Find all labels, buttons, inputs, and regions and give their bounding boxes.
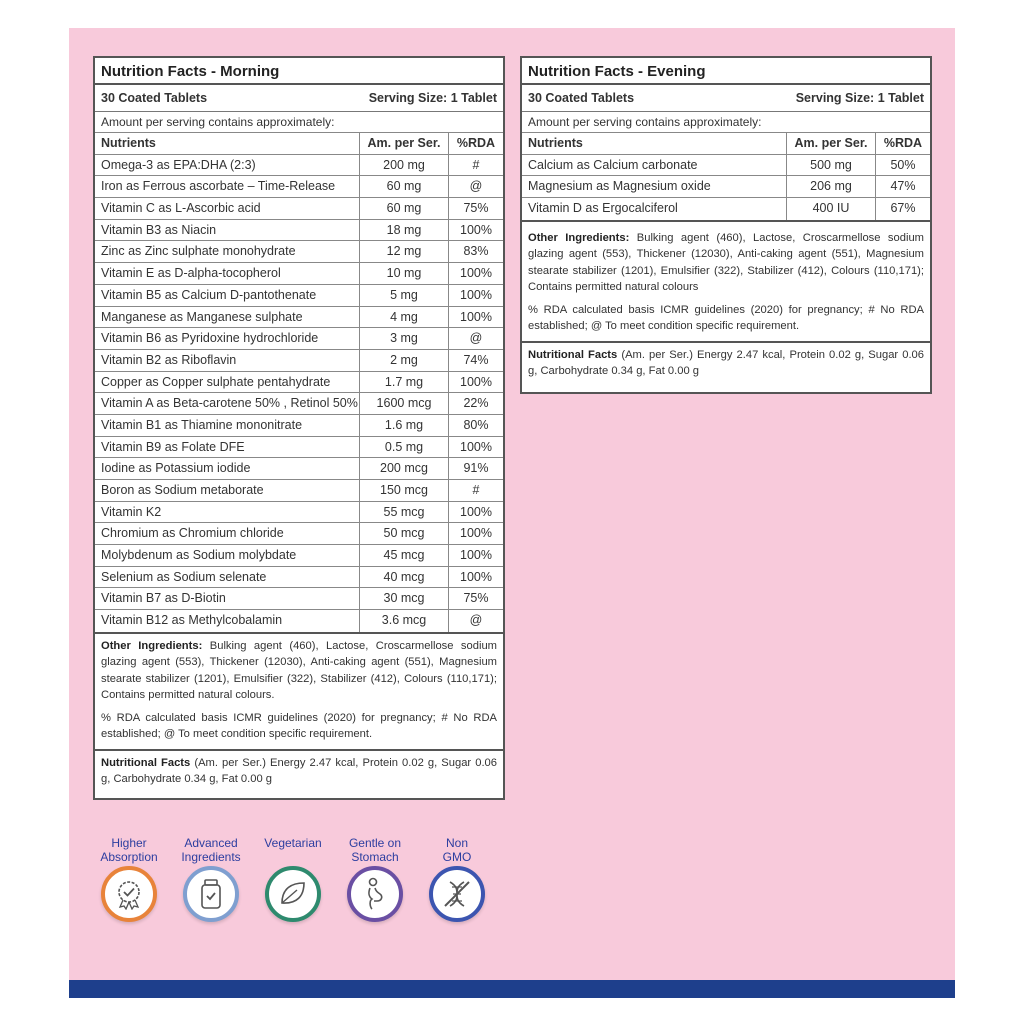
nutrition-card-morning [93, 56, 505, 800]
badge-advanced-ingredients [173, 836, 249, 922]
amount-per-serving: 10 mg [360, 263, 449, 284]
table-row [95, 285, 503, 307]
table-row [95, 588, 503, 610]
table-row [95, 523, 503, 545]
badge-label [419, 836, 495, 866]
rda-percent: # [472, 157, 480, 172]
nutritional-facts-text: (Am. per Ser.) Energy 2.47 kcal, Protein 0.02 g, Sugar 0.06 g, Carbohydrate 0.34 g, Fat 0.00 g [528, 348, 925, 378]
rda-percent: 91% [463, 461, 489, 476]
table-row [95, 198, 503, 220]
nutrient-name: Vitamin B6 as Pyridoxine hydrochloride [95, 328, 360, 349]
rda-percent: 100% [460, 569, 492, 584]
amount-per-serving: 18 mg [360, 220, 449, 241]
amount-per-serving: 3.6 mcg [360, 610, 449, 632]
nutrient-name: Boron as Sodium metaborate [95, 480, 360, 501]
nutrient-table [522, 133, 930, 222]
nutrient-name: Vitamin B12 as Methylcobalamin [95, 610, 360, 632]
table-row [95, 567, 503, 589]
badge-gentle-on-stomach [337, 836, 413, 922]
rda-percent: @ [469, 179, 483, 194]
amount-per-serving: 30 mcg [360, 588, 449, 609]
rda-percent: 47% [890, 179, 916, 194]
rda-percent: 50% [890, 157, 916, 172]
table-row [95, 328, 503, 350]
rda-percent: 74% [463, 352, 489, 367]
column-header: Nutrients [522, 133, 787, 154]
card-title: Nutrition Facts - Morning [95, 58, 503, 85]
badge-higher-absorption [91, 836, 167, 922]
amount-per-serving: 2 mg [360, 350, 449, 371]
table-row [95, 241, 503, 263]
rda-percent: 100% [460, 266, 492, 281]
column-header: Am. per Ser. [360, 133, 449, 154]
table-row [95, 263, 503, 285]
amount-per-serving: 0.5 mg [360, 437, 449, 458]
table-row [95, 458, 503, 480]
amount-per-serving: 55 mcg [360, 502, 449, 523]
table-row [95, 480, 503, 502]
table-row [95, 372, 503, 394]
table-row [95, 545, 503, 567]
amount-per-serving: 60 mg [360, 176, 449, 197]
amount-per-serving: 400 IU [787, 198, 876, 220]
serving-size: Serving Size: 1 Tablet [368, 91, 497, 105]
rda-percent: 67% [890, 201, 916, 216]
table-row [95, 393, 503, 415]
table-row [95, 307, 503, 329]
medal-badge-icon [101, 866, 157, 922]
rda-percent: 100% [460, 309, 492, 324]
nutrient-name: Vitamin A as Beta-carotene 50% , Retinol 50% [95, 393, 360, 414]
badge-label-line: GMO [442, 850, 472, 864]
nutrient-name: Vitamin E as D-alpha-tocopherol [95, 263, 360, 284]
amount-per-serving: 5 mg [360, 285, 449, 306]
amount-per-serving: 45 mcg [360, 545, 449, 566]
amount-per-serving: 1.7 mg [360, 372, 449, 393]
badge-label-line: Advanced [184, 836, 238, 850]
table-row [95, 350, 503, 372]
nutrient-name: Vitamin B7 as D-Biotin [95, 588, 360, 609]
no-dna-icon [429, 866, 485, 922]
nutrient-name: Vitamin B1 as Thiamine mononitrate [95, 415, 360, 436]
amount-per-serving: 200 mg [360, 155, 449, 176]
amount-note: Amount per serving contains approximately: [95, 112, 503, 133]
other-ingredients-text: Bulking agent (460), Lactose, Croscarmellose sodium glazing agent (553), Thickener (12030), Anti-caking agent (551), Magnesium stearate stabilizer (1201), Emulsifier (322), Stabilizer (412), Colours (110,171); Contains permitted natural colours [528, 231, 924, 294]
table-header-row [522, 133, 930, 155]
amount-per-serving: 50 mcg [360, 523, 449, 544]
nutritional-facts [522, 343, 930, 380]
amount-per-serving: 12 mg [360, 241, 449, 262]
nutrient-name: Iodine as Potassium iodide [95, 458, 360, 479]
nutrient-name: Omega-3 as EPA:DHA (2:3) [95, 155, 360, 176]
badge-label-line: Gentle on [348, 836, 402, 850]
nutritional-facts-label: Nutritional Facts [528, 348, 618, 361]
amount-per-serving: 1.6 mg [360, 415, 449, 436]
nutrient-name: Vitamin B2 as Riboflavin [95, 350, 360, 371]
tablet-count: 30 Coated Tablets [528, 91, 635, 105]
table-row [95, 437, 503, 459]
serving-size: Serving Size: 1 Tablet [795, 91, 924, 105]
badge-non-gmo [419, 836, 495, 922]
other-ingredients-text: Bulking agent (460), Lactose, Croscarmellose sodium glazing agent (553), Thickener (12030), Anti-caking agent (551), Magnesium stearate stabilizer (1201), Emulsifier (322), Stabilizer (412), Colours (110,171); Contains permitted natural colours. [101, 639, 497, 702]
badge-label-line: Absorption [100, 850, 158, 864]
rda-percent: 22% [463, 396, 489, 411]
nutrient-name: Vitamin C as L-Ascorbic acid [95, 198, 360, 219]
badge-label [255, 836, 331, 866]
table-row [95, 502, 503, 524]
table-row [95, 415, 503, 437]
other-ingredients-label: Other Ingredients: [528, 231, 630, 244]
table-row [95, 610, 503, 632]
table-row [95, 155, 503, 177]
amount-per-serving: 60 mg [360, 198, 449, 219]
nutritional-facts-text: (Am. per Ser.) Energy 2.47 kcal, Protein 0.02 g, Sugar 0.06 g, Carbohydrate 0.34 g, Fat 0.00 g [101, 756, 498, 786]
badge-label-line: Higher [111, 836, 147, 850]
nutrient-name: Calcium as Calcium carbonate [522, 155, 787, 176]
card-title: Nutrition Facts - Evening [522, 58, 930, 85]
supplement-jar-icon [183, 866, 239, 922]
badge-label-line: Ingredients [181, 850, 241, 864]
nutrient-name: Vitamin D as Ergocalciferol [522, 198, 787, 220]
badge-label-line: Vegetarian [264, 836, 322, 850]
badge-label [173, 836, 249, 866]
nutrient-name: Magnesium as Magnesium oxide [522, 176, 787, 197]
serving-header [522, 85, 930, 112]
other-ingredients [95, 634, 503, 704]
rda-percent: 80% [463, 417, 489, 432]
rda-note: % RDA calculated basis ICMR guidelines (2020) for pregnancy; # No RDA established; @ To meet condition specific requirement. [101, 711, 497, 741]
nutritional-facts [95, 751, 503, 788]
amount-per-serving: 1600 mcg [360, 393, 449, 414]
rda-percent: 100% [460, 526, 492, 541]
other-ingredients-label: Other Ingredients: [101, 639, 203, 652]
rda-percent: 100% [460, 222, 492, 237]
rda-percent: 100% [460, 439, 492, 454]
table-row [522, 198, 930, 220]
rda-percent: 75% [463, 591, 489, 606]
rda-percent: 100% [460, 548, 492, 563]
nutrient-name: Vitamin B3 as Niacin [95, 220, 360, 241]
nutrient-name: Zinc as Zinc sulphate monohydrate [95, 241, 360, 262]
table-row [95, 220, 503, 242]
nutrient-name: Selenium as Sodium selenate [95, 567, 360, 588]
rda-percent: 75% [463, 201, 489, 216]
table-row [522, 155, 930, 177]
amount-per-serving: 3 mg [360, 328, 449, 349]
badge-label [91, 836, 167, 866]
badge-vegetarian [255, 836, 331, 922]
nutrient-name: Molybdenum as Sodium molybdate [95, 545, 360, 566]
rda-percent: # [472, 483, 480, 497]
rda-percent: 100% [460, 374, 492, 389]
table-row [522, 176, 930, 198]
feature-badges [93, 836, 513, 946]
pregnant-woman-icon [347, 866, 403, 922]
badge-label [337, 836, 413, 866]
nutrient-name: Vitamin B5 as Calcium D-pantothenate [95, 285, 360, 306]
rda-percent: 83% [463, 244, 489, 259]
nutritional-facts-label: Nutritional Facts [101, 756, 191, 769]
tablet-count: 30 Coated Tablets [101, 91, 208, 105]
amount-per-serving: 500 mg [787, 155, 876, 176]
rda-note: % RDA calculated basis ICMR guidelines (2020) for pregnancy; # No RDA established; @ To meet condition specific requirement. [528, 303, 924, 333]
table-row [95, 176, 503, 198]
column-header: %RDA [883, 136, 923, 150]
amount-per-serving: 40 mcg [360, 567, 449, 588]
rda-percent: 100% [460, 287, 492, 302]
column-header: %RDA [456, 136, 496, 150]
nutrient-name: Vitamin K2 [95, 502, 360, 523]
amount-per-serving: 150 mcg [360, 480, 449, 501]
amount-per-serving: 200 mcg [360, 458, 449, 479]
nutrient-name: Chromium as Chromium chloride [95, 523, 360, 544]
nutrient-name: Manganese as Manganese sulphate [95, 307, 360, 328]
serving-header [95, 85, 503, 112]
other-ingredients [522, 222, 930, 296]
amount-note: Amount per serving contains approximately: [522, 112, 930, 133]
amount-per-serving: 206 mg [787, 176, 876, 197]
rda-percent: @ [469, 613, 483, 628]
rda-percent: 100% [460, 504, 492, 519]
column-header: Nutrients [95, 133, 360, 154]
amount-per-serving: 4 mg [360, 307, 449, 328]
nutrient-name: Copper as Copper sulphate pentahydrate [95, 372, 360, 393]
table-header-row [95, 133, 503, 155]
nutrient-name: Vitamin B9 as Folate DFE [95, 437, 360, 458]
bottom-blue-band [69, 980, 955, 998]
leaf-icon [265, 866, 321, 922]
badge-label-line: Stomach [351, 850, 399, 864]
badge-label-line: Non [445, 836, 468, 850]
nutrition-card-evening [520, 56, 932, 394]
rda-percent: @ [469, 331, 483, 346]
nutrient-table [95, 133, 503, 634]
nutrient-name: Iron as Ferrous ascorbate – Time-Release [95, 176, 360, 197]
column-header: Am. per Ser. [787, 133, 876, 154]
